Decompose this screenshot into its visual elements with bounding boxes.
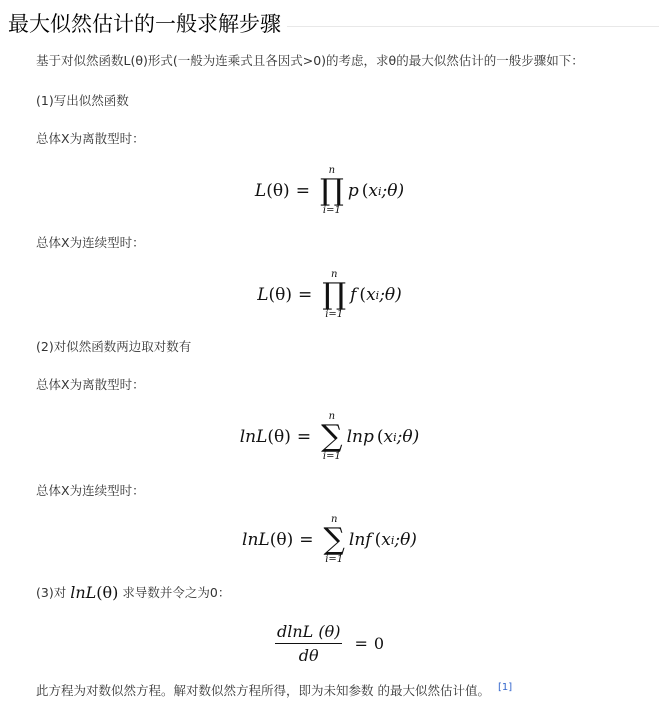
formula-loglikelihood-discrete — [0, 412, 659, 462]
sum-operator — [321, 412, 342, 462]
math-symbol: = — [295, 181, 310, 201]
math-symbol: x — [366, 285, 376, 305]
formula-loglikelihood-continuous — [0, 515, 659, 565]
product-operator — [322, 270, 346, 320]
math-symbol: L — [257, 285, 269, 305]
heading-title: 最大似然估计的一般求解步骤 — [8, 12, 281, 36]
math-symbol: ( — [359, 285, 367, 305]
math-symbol: (θ) — [268, 285, 292, 305]
math-symbol: n — [330, 514, 338, 525]
section-heading — [8, 9, 659, 39]
math-symbol: ( — [376, 427, 384, 447]
math-symbol: x — [383, 427, 394, 447]
continuous-label-2: 总体X为连续型时： — [36, 483, 145, 498]
conclusion-text: 此方程为对数似然方程。解对数似然方程所得，即为未知参数 的最大似然估计值。 — [36, 683, 490, 699]
math-symbol: lnL — [242, 530, 270, 550]
math-symbol: ∏ — [322, 277, 347, 312]
formula-likelihood-equation — [0, 622, 659, 665]
math-symbol: x — [381, 530, 391, 550]
math-symbol: ;θ) — [379, 285, 402, 305]
formula-likelihood-continuous — [0, 270, 659, 320]
fraction-numerator: dlnL (θ) — [275, 622, 343, 644]
formula-likelihood-discrete — [0, 166, 659, 216]
conclusion-paragraph — [36, 679, 512, 700]
math-symbol: i — [390, 533, 395, 547]
derivative-fraction — [275, 622, 343, 665]
math-symbol: ∑ — [321, 419, 343, 454]
step-3-prefix: (3)对 — [36, 585, 67, 600]
math-symbol: lnp — [346, 427, 374, 447]
math-symbol: = — [297, 285, 313, 305]
heading-divider — [287, 26, 659, 27]
step-1-label: (1)写出似然函数 — [36, 93, 129, 108]
math-symbol: (θ) — [267, 427, 291, 447]
math-symbol: ∑ — [323, 522, 345, 557]
math-symbol: n — [328, 165, 336, 176]
math-symbol: i=1 — [322, 451, 341, 462]
step-2-label: (2)对似然函数两边取对数有 — [36, 339, 192, 354]
math-symbol: ;θ) — [396, 427, 420, 447]
reference-link[interactable]: [1] — [497, 682, 513, 693]
math-symbol: i=1 — [325, 309, 344, 320]
math-symbol: = — [354, 634, 368, 653]
math-symbol: i=1 — [322, 205, 341, 216]
math-symbol: p — [347, 181, 359, 201]
math-symbol: 0 — [373, 634, 385, 653]
discrete-label-1: 总体X为离散型时： — [36, 131, 145, 146]
step-3-suffix: 求导数并令之为0： — [122, 585, 231, 600]
math-symbol: lnL — [239, 427, 268, 447]
product-operator — [320, 166, 344, 216]
math-symbol: ;θ) — [381, 181, 405, 201]
math-symbol: ∏ — [319, 173, 344, 208]
math-symbol: f — [350, 285, 357, 305]
math-symbol: x — [368, 181, 378, 201]
math-symbol: ;θ) — [394, 530, 417, 550]
intro-paragraph: 基于对似然函数L(θ)形式(一般为连乘式且各因式>0)的考虑，求θ的最大似然估计的一般步骤如下： — [36, 53, 584, 68]
math-symbol: (θ) — [269, 530, 294, 550]
math-symbol: ( — [361, 181, 369, 201]
math-symbol: ( — [374, 530, 382, 550]
math-symbol: i — [377, 184, 382, 198]
sum-operator — [323, 515, 344, 565]
math-symbol: = — [299, 530, 314, 550]
math-symbol: (θ) — [266, 181, 290, 201]
math-symbol: i=1 — [325, 554, 344, 565]
math-symbol: i — [393, 430, 397, 444]
math-symbol: L — [254, 181, 267, 201]
math-symbol: = — [296, 427, 312, 447]
math-symbol: n — [328, 411, 336, 422]
inline-formula-lnL — [70, 584, 118, 602]
math-symbol: n — [330, 269, 338, 280]
math-symbol: lnf — [348, 530, 372, 550]
step-3-line — [36, 584, 230, 602]
math-symbol: (θ) — [96, 583, 119, 602]
math-symbol: lnL — [70, 583, 97, 602]
math-symbol: i — [375, 288, 380, 302]
fraction-denominator: dθ — [298, 646, 319, 665]
discrete-label-2: 总体X为离散型时： — [36, 377, 145, 392]
continuous-label-1: 总体X为连续型时： — [36, 235, 145, 250]
